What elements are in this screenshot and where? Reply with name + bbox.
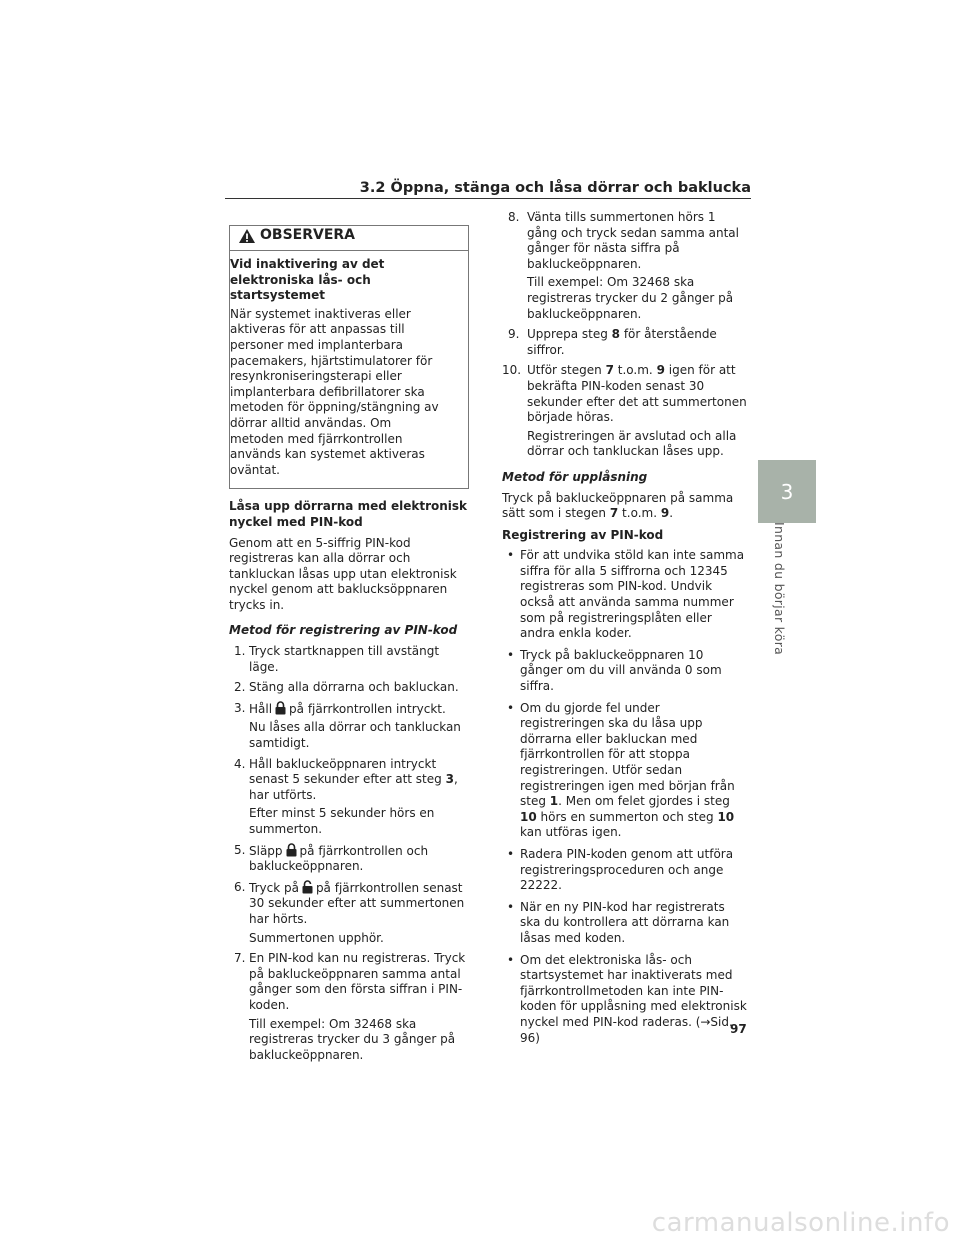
- note-4: • Radera PIN-koden genom att utföra registreringsproceduren och ange 22222.: [502, 847, 748, 894]
- note-5: • När en ny PIN-kod har registrerats ska du kontrollera att dörrarna kan låsas med koden.: [502, 900, 748, 947]
- step-8: 8. Vänta tills summertonen hörs 1 gång och tryck sedan samma antal gånger för nästa siffra på bakluckeöppnaren. Till exempel: Om 32468 ska registreras trycker du 2 gånger på bakluckeöppnaren.: [502, 210, 748, 322]
- step-7: 7. En PIN-kod kan nu registreras. Tryck på bakluckeöppnaren samma antal gånger som den första siffran i PIN-koden. Till exempel: Om 32468 ska registreras trycker du 3 gånger på bakluckeöppnaren.: [234, 951, 469, 1063]
- notice-title: Vid inaktivering av det elektroniska lås- och startsystemet: [230, 257, 385, 303]
- page-number: 97: [730, 1022, 747, 1036]
- note-3: • Om du gjorde fel under registreringen ska du låsa upp dörrarna eller bakluckan med fjärrkontrollen för att stoppa registreringen. Utför sedan registreringen igen med början från steg 1. Men om felet gjordes i steg 10 hörs en summerton och steg 10 kan utföras igen.: [502, 701, 748, 841]
- step-8-note: Till exempel: Om 32468 ska registreras trycker du 2 gånger på bakluckeöppnaren.: [527, 275, 734, 321]
- padlock-icon: [275, 701, 286, 715]
- step-7-note: Till exempel: Om 32468 ska registreras trycker du 3 gånger på bakluckeöppnaren.: [249, 1016, 456, 1062]
- registration-notes: [502, 548, 748, 1046]
- notice-header: [230, 226, 468, 251]
- note-2: • Tryck på bakluckeöppnaren 10 gånger om du vill använda 0 som siffra.: [502, 648, 748, 695]
- step-6-note: Summertonen upphör.: [249, 930, 384, 945]
- right-column: [502, 210, 748, 1052]
- chapter-number: 3: [780, 479, 794, 504]
- step-4-note: Efter minst 5 sekunder hörs en summerton.: [249, 806, 435, 836]
- padlock-open-icon: [302, 880, 313, 894]
- registration-steps-cont: [502, 210, 748, 460]
- unlock-title: Metod för upplåsning: [502, 469, 648, 484]
- padlock-icon: [286, 843, 297, 857]
- note-6: • Om det elektroniska lås- och startsystemet har inaktiverats med fjärrkontrollmetoden kan inte PIN-koden för upplåsning med elektronisk nyckel med PIN-kod raderas. (→Sid. 96): [502, 953, 748, 1047]
- step-10: 10. Utför stegen 7 t.o.m. 9 igen för att bekräfta PIN-koden senast 30 sekunder efter det att summertonen började höras. Registreringen är avslutad och alla dörrar och tankluckan låses upp.: [502, 363, 747, 459]
- note-1: • För att undvika stöld kan inte samma siffra för alla 5 siffrorna och 12345 registreras som PIN-kod. Undvik också att använda samma nummer som på registreringsplåten eller andra enkla koder.: [502, 548, 748, 642]
- step-4: 4. Håll bakluckeöppnaren intryckt senast 5 sekunder efter att steg 3, har utförts. Efter minst 5 sekunder hörs en summerton.: [234, 757, 469, 838]
- notice-body: [230, 251, 468, 488]
- method-title: Metod för registrering av PIN-kod: [229, 623, 458, 638]
- chapter-tab: [758, 460, 816, 523]
- step-2: 2. Stäng alla dörrarna och bakluckan.: [234, 680, 459, 695]
- notice-box: [229, 225, 469, 489]
- notice-heading: OBSERVERA: [260, 227, 356, 244]
- step-10-note: Registreringen är avslutad och alla dörrar och tankluckan låses upp.: [527, 428, 737, 459]
- header-rule: [225, 198, 751, 199]
- registration-title: Registrering av PIN-kod: [502, 527, 664, 542]
- warning-triangle-icon: [238, 228, 256, 244]
- step-3: 3. Håll på fjärrkontrollen intryckt. Nu låses alla dörrar och tankluckan samtidigt.: [234, 701, 469, 752]
- section-header: 3.2 Öppna, stänga och låsa dörrar och baklucka: [359, 180, 751, 196]
- step-1: 1. Tryck startknappen till avstängt läge.: [234, 644, 440, 674]
- notice-text: När systemet inaktiveras eller aktiveras för att anpassas till personer med implanterbara pacemakers, hjärtstimulatorer för resynkroniseringsterapi eller implanterbara defibrillatorer ska metoden för öppning/stängning av dörrar alltid användas. Om metoden med fjärrkontrollen används kan systemet aktiveras oväntat.: [230, 306, 439, 477]
- intro-text: Genom att en 5-siffrig PIN-kod registreras kan alla dörrar och tankluckan låsas upp utan elektronisk nyckel genom att baklucksöppnaren trycks in.: [229, 535, 457, 612]
- section-title: Låsa upp dörrarna med elektronisk nyckel med PIN-kod: [229, 499, 468, 529]
- left-column: [229, 225, 469, 1068]
- step-9: 9. Upprepa steg 8 för återstående siffror.: [508, 327, 717, 357]
- registration-steps: [229, 644, 469, 1063]
- step-6: 6. Tryck på på fjärrkontrollen senast 30 sekunder efter att summertonen har hörts. Summertonen upphör.: [234, 880, 469, 946]
- watermark: carmanualsonline.info: [651, 1208, 950, 1238]
- step-5: 5. Släpp på fjärrkontrollen och bakluckeöppnaren.: [234, 842, 429, 874]
- unlock-text: Tryck på bakluckeöppnaren på samma sätt som i stegen 7 t.o.m. 9.: [502, 490, 734, 521]
- step-3-note: Nu låses alla dörrar och tankluckan samtidigt.: [249, 720, 461, 751]
- chapter-title: Innan du börjar köra: [772, 522, 787, 656]
